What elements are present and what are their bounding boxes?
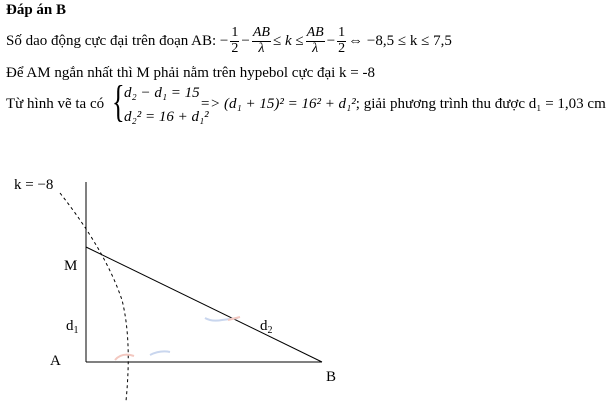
hyperbola-curve <box>60 193 128 401</box>
equation-2: d₂² = 16 + d₁² <box>124 109 209 125</box>
implication: => (d₁ + 15)² = 16² + d₁²; giải phương trình thu được d₁ = 1,03 cm <box>200 96 606 112</box>
answer-heading: Đáp án B <box>6 2 67 18</box>
max-count-line: Số dao động cực đại trên đoạn AB: − $\frac{1}{2}$ − $\frac{AB}{\lambda}$ ≤ k ≤ $\frac{AB}{\lambda}$ − $\frac{1}{2}$ ⇔ −8,5 ≤ k ≤ 7,5 <box>6 25 452 56</box>
fraction-ab-lambda-2: $\frac{AB}{\lambda}$ <box>306 25 324 56</box>
hyperbola-statement: Để AM ngắn nhất thì M phải nằm trên hypebol cực đại k = -8 <box>6 65 376 81</box>
line2-suffix: ⇔ −8,5 ≤ k ≤ 7,5 <box>348 32 452 49</box>
label-d1: $d_1$ <box>66 318 79 336</box>
system-brace: { <box>112 77 125 126</box>
label-b: B <box>326 369 337 385</box>
label-m: M <box>64 258 78 274</box>
fraction-ab-lambda: $\frac{AB}{\lambda}$ <box>252 25 270 56</box>
line4-prefix: Từ hình vẽ ta có <box>6 96 105 112</box>
label-d2: $d_2$ <box>260 318 273 336</box>
line2-prefix: Số dao động cực đại trên đoạn AB: − <box>6 32 229 49</box>
inequality-k: ≤ k ≤ <box>272 32 304 49</box>
faint-mark-blue-2 <box>150 351 170 355</box>
equation-1: d₂ − d₁ = 15 <box>124 85 200 101</box>
segment-mb <box>86 247 322 362</box>
label-k-minus-8: k = −8 <box>14 177 54 193</box>
fraction-one-half-2: $\frac{1}{2}$ <box>338 25 346 56</box>
faint-mark-red-2 <box>115 355 134 360</box>
label-a: A <box>50 353 61 369</box>
fraction-one-half: $\frac{1}{2}$ <box>231 25 239 56</box>
